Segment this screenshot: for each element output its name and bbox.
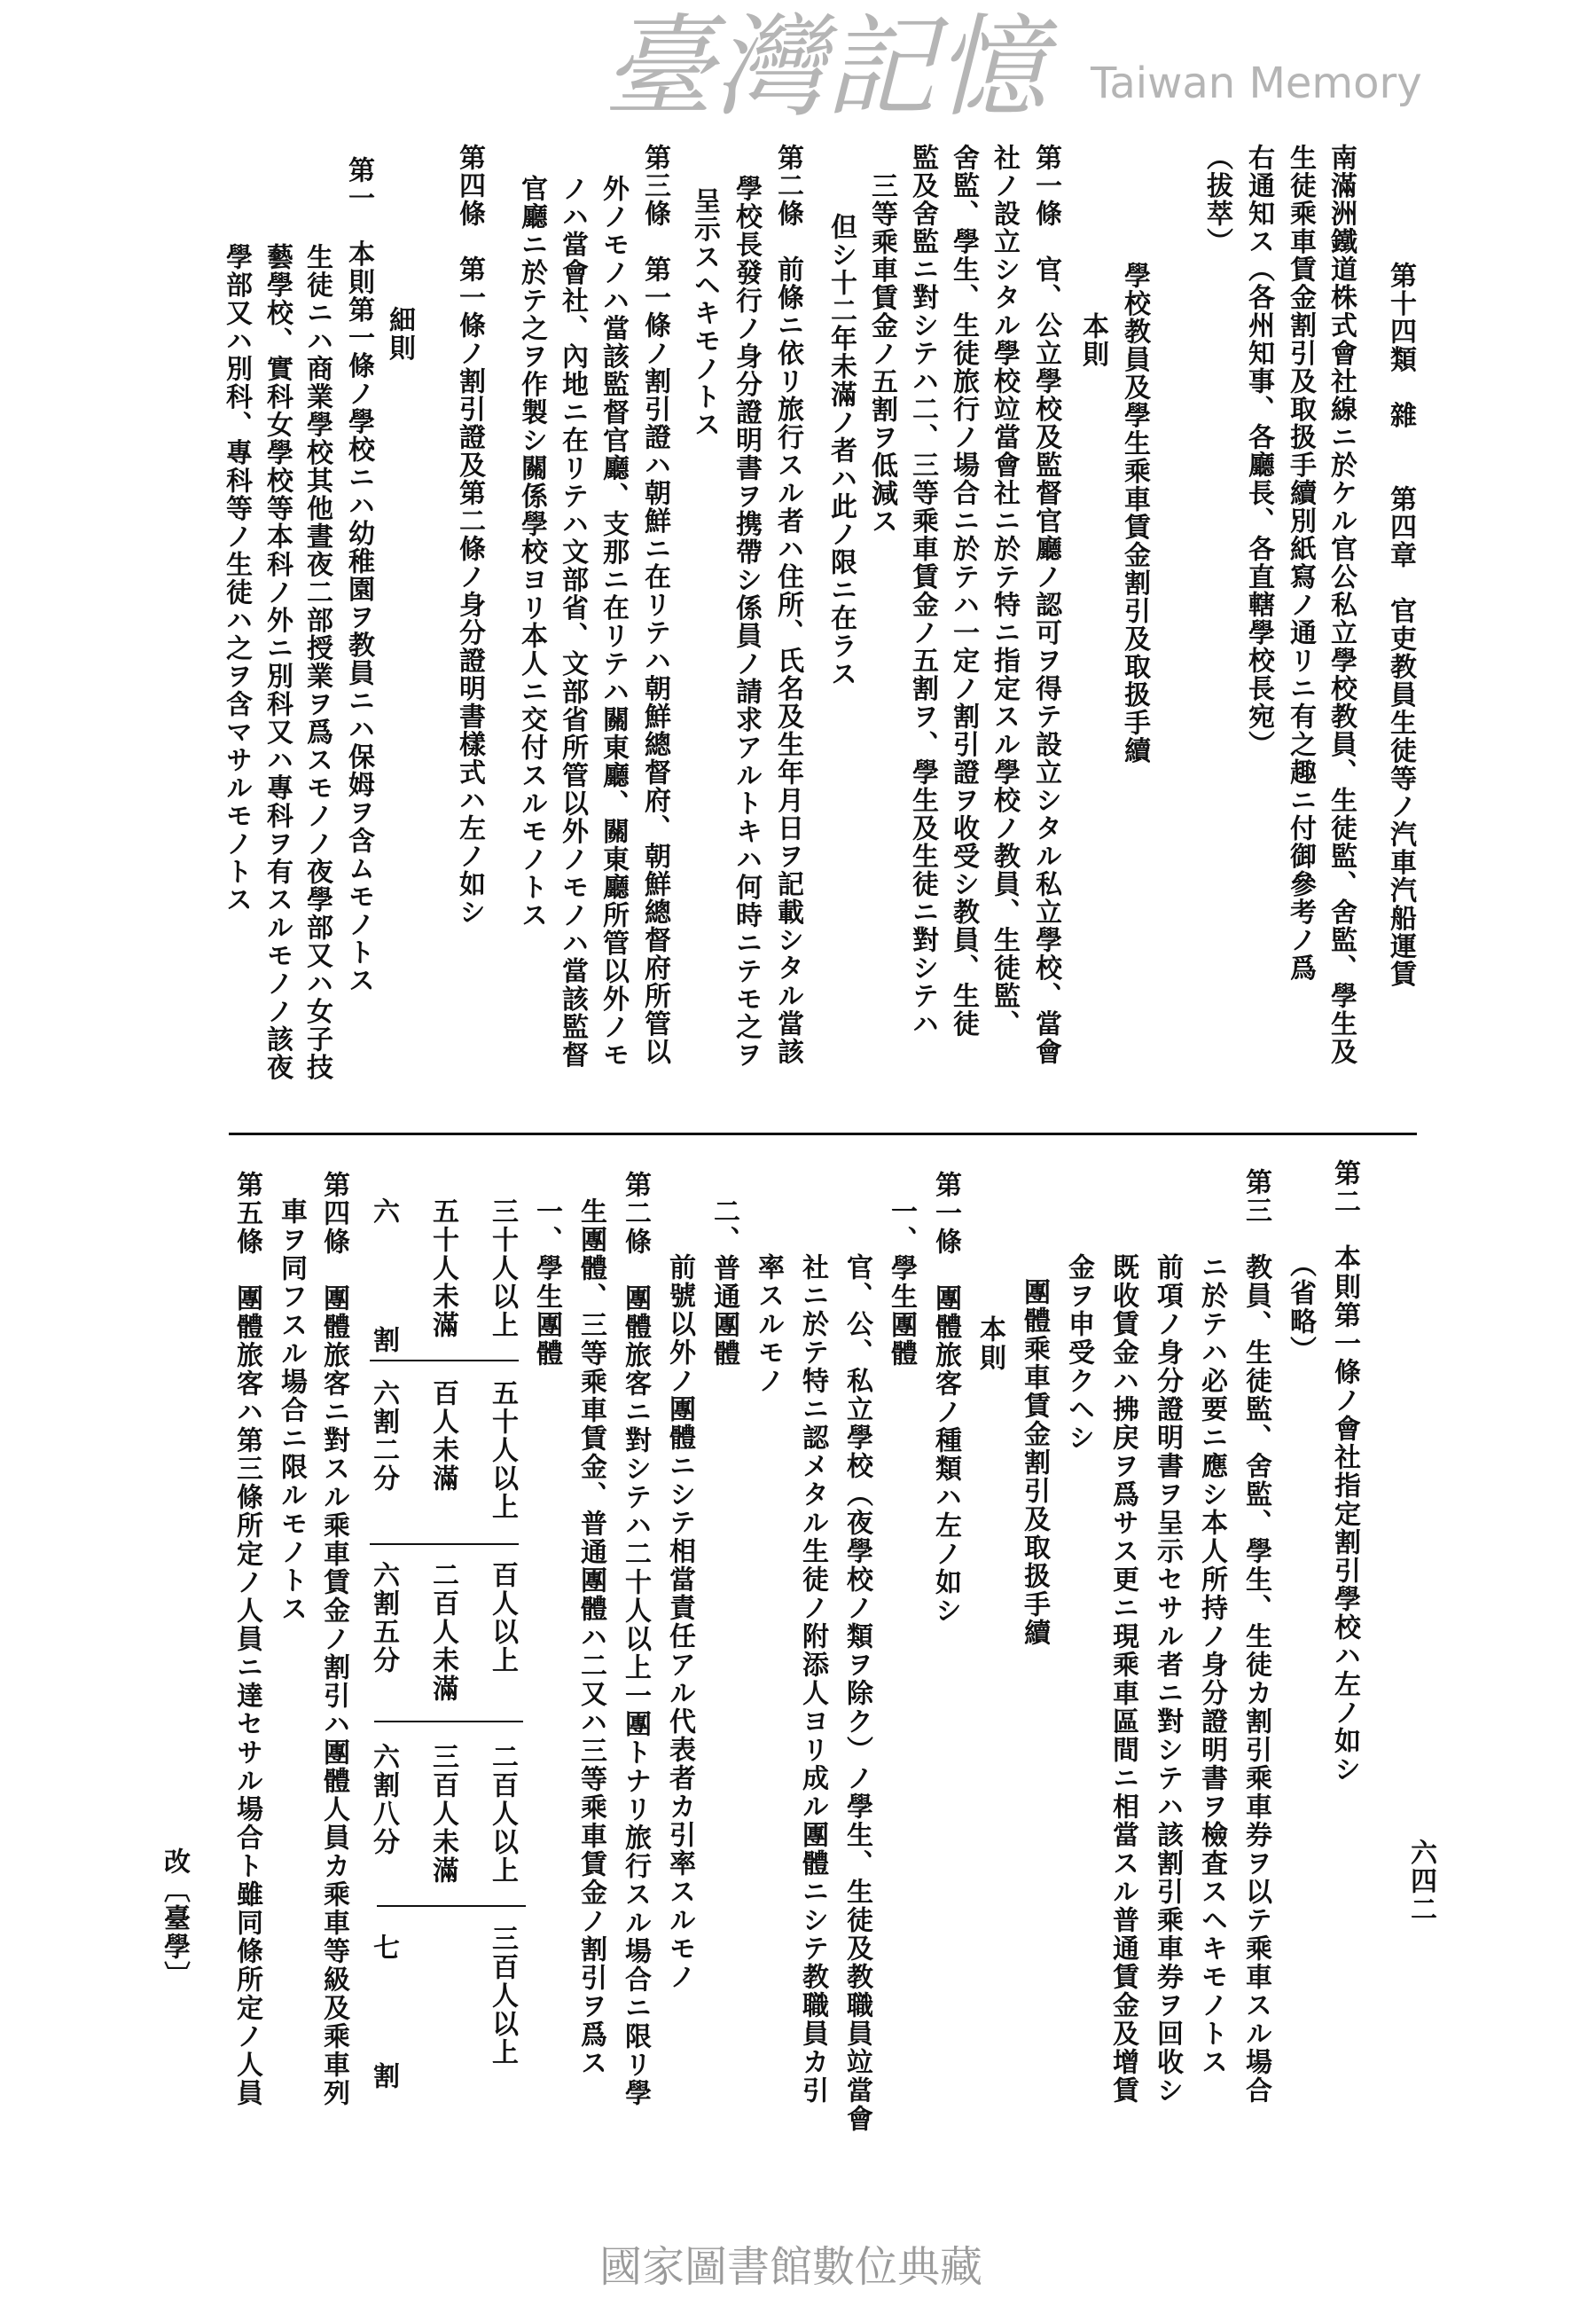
article-line: 第二條 團體旅客ニ對シテハ二十人以上一團トナリ旅行スル場合ニ限リ學 (620, 1171, 651, 2107)
table-cell-to: 二百人未滿 (427, 1561, 458, 1703)
table-cell-from: 百人以上 (487, 1561, 518, 1675)
section-subtitle: 細則 (384, 306, 415, 362)
table-cell-rate: 七割 (368, 1933, 399, 2089)
section-subtitle: 本則 (1077, 312, 1108, 368)
table-cell-rate: 六割八分 (368, 1743, 399, 1856)
article-line: 第四條 團體旅客ニ對スル乘車賃金ノ割引ハ團體人員カ乘車等級及乘車列 (318, 1171, 349, 2107)
table-cell-to: 五十人未滿 (427, 1197, 458, 1339)
text-line: 前號以外ノ團體ニシテ相當責任アル代表者カ引率スルモノ (664, 1253, 695, 1991)
table-cell-from: 三百人以上 (487, 1925, 518, 2067)
article-line: 第三條 第一條ノ割引證ハ朝鮮ニ在リテハ朝鮮總督府、朝鮮總督府所管以 (639, 144, 670, 1066)
section-subtitle: 本則 (974, 1315, 1005, 1372)
table-cell-from: 三十人以上 (487, 1197, 518, 1339)
article-line: 第四條 第一條ノ割引證及第二條ノ身分證明書樣式ハ左ノ如シ (454, 144, 485, 926)
text-line: 社ニ於テ特ニ認メタル生徒ノ附添人ヨリ成ル團體ニシテ教職員カ引 (797, 1253, 828, 2105)
section-divider (229, 1133, 1417, 1135)
list-item: 二、普通團體 (708, 1197, 739, 1368)
table-rule (370, 1360, 519, 1361)
revision-footer: 改〔臺學〕 (159, 1847, 190, 1989)
table-cell-from: 二百人以上 (487, 1743, 518, 1885)
omitted-note: （省略） (1285, 1251, 1316, 1364)
page-number: 六四二 (1405, 1839, 1436, 1924)
text-line: 官廳ニ於テ之ヲ作製シ關係學校ヨリ本人ニ交付スルモノトス (516, 175, 547, 929)
text-line: 右通知ス（各州知事、各廳長、各直轄學校長宛） (1243, 144, 1274, 758)
taiwan-memory-watermark-en: Taiwan Memory (1091, 59, 1422, 108)
text-line: ノハ當會社、內地ニ在リテハ文部省、文部省所管以外ノモノハ當該監督 (557, 175, 588, 1069)
text-line: 監及舍監ニ對シテハ二、三等乘車賃金ノ五割ヲ、學生及生徒ニ對シテハ (907, 144, 938, 1038)
table-cell-from: 五十人以上 (487, 1379, 518, 1521)
table-cell-to: 百人未滿 (427, 1379, 458, 1493)
text-line: 學校長發行ノ身分證明書ヲ携帶シ係員ノ請求アルトキハ何時ニテモ之ヲ (731, 175, 762, 1069)
text-line: 藝學校、實科女學校等本科ノ外ニ別科又ハ專科ヲ有スルモノノ該夜 (262, 243, 293, 1081)
article-line: 第五條 團體旅客ハ第三條所定ノ人員ニ達セサル場合ト雖同條所定ノ人員 (231, 1171, 262, 2107)
section-title: 學校教員及學生乘車賃金割引及取扱手續 (1119, 262, 1150, 765)
text-line: 三等乘車賃金ノ五割ヲ低減ス (866, 172, 897, 536)
text-line: 外ノモノハ當該監督官廳、支那ニ在リテハ關東廳、關東廳所管以外ノモ (598, 175, 629, 1069)
article-line: 第一條 團體旅客ノ種類ハ左ノ如シ (930, 1171, 961, 1625)
list-item: 一、學生團體 (531, 1197, 562, 1368)
table-cell-rate: 六割五分 (368, 1561, 399, 1675)
chapter-header: 第十四類 雜 第四章 官吏教員生徒等ノ汽車汽船運賃 (1385, 262, 1416, 988)
table-cell-rate: 六割二分 (368, 1379, 399, 1493)
text-line: 官、公、私立學校（夜學校ノ類ヲ除ク）ノ學生、生徒及教職員竝當會 (841, 1253, 872, 2133)
text-line: 生團體、三等乘車賃金、普通團體ハ二又ハ三等乘車賃金ノ割引ヲ爲ス (575, 1197, 606, 2077)
text-line: ニ於テハ必要ニ應シ本人所持ノ身分證明書ヲ檢査スヘキモノトス (1196, 1253, 1227, 2076)
text-line: 生徒ニハ商業學校其他晝夜二部授業ヲ爲スモノノ夜學部又ハ女子技 (301, 243, 332, 1081)
text-line: 舍監、學生、生徒旅行ノ場合ニ於テハ一定ノ割引證ヲ收受シ教員、生徒 (948, 144, 979, 1038)
text-line: 社ノ設立シタル學校竝當會社ニ於テ特ニ指定スル學校ノ教員、生徒監、 (989, 144, 1020, 1038)
list-item: 一、學生團體 (886, 1197, 917, 1368)
table-rule (374, 1721, 523, 1722)
text-line: 率スルモノ (753, 1253, 784, 1395)
text-line: 車ヲ同フスル場合ニ限ルモノトス (276, 1197, 307, 1623)
section-title: 團體乘車賃金割引及取扱手續 (1019, 1278, 1050, 1647)
table-cell-rate: 六割 (368, 1197, 399, 1353)
table-rule (370, 1543, 519, 1545)
text-line: 前項ノ身分證明書ヲ呈示セサル者ニ對シテハ該割引乘車券ヲ回收シ (1152, 1253, 1183, 2105)
article-line: 第二條 前條ニ依リ旅行スル者ハ住所、氏名及生年月日ヲ記載シタル當該 (772, 144, 803, 1066)
excerpt-note: （拔萃） (1201, 144, 1232, 255)
article-line: 第三 教員、生徒監、舍監、學生、生徒カ割引乘車券ヲ以テ乘車スル場合 (1240, 1168, 1271, 2105)
text-line: 既收賃金ハ拂戻ヲ爲サス更ニ現乘車區間ニ相當スル普通賃金及增賃 (1107, 1253, 1138, 2105)
table-rule (377, 1905, 526, 1907)
article-line: 第二 本則第一條ノ會社指定割引學校ハ左ノ如シ (1329, 1159, 1360, 1784)
table-cell-to: 三百人未滿 (427, 1743, 458, 1885)
text-line: 生徒乘車賃金割引及取扱手續別紙寫ノ通リニ有之趣ニ付御參考ノ爲 (1285, 144, 1316, 982)
taiwan-memory-watermark: 臺灣記憶 (603, 4, 1046, 132)
text-line: 學部又ハ別科、專科等ノ生徒ハ之ヲ含マサルモノトス (221, 243, 252, 914)
text-line: 但シ十二年未滿ノ者ハ此ノ限ニ在ラス (825, 213, 857, 688)
article-line: 第一 本則第一條ノ學校ニハ幼稚園ヲ教員ニハ保姆ヲ含ムモノトス (343, 156, 374, 994)
text-line: 南滿洲鐵道株式會社線ニ於ケル官公私立學校教員、生徒監、舍監、學生及 (1326, 144, 1357, 1066)
text-line: 呈示スヘキモノトス (689, 187, 720, 439)
library-watermark: 國家圖書館數位典藏 (599, 2242, 983, 2292)
text-line: 金ヲ申受クヘシ (1063, 1253, 1094, 1452)
article-line: 第一條 官、公立學校及監督官廳ノ認可ヲ得テ設立シタル私立學校、當會 (1030, 144, 1061, 1066)
